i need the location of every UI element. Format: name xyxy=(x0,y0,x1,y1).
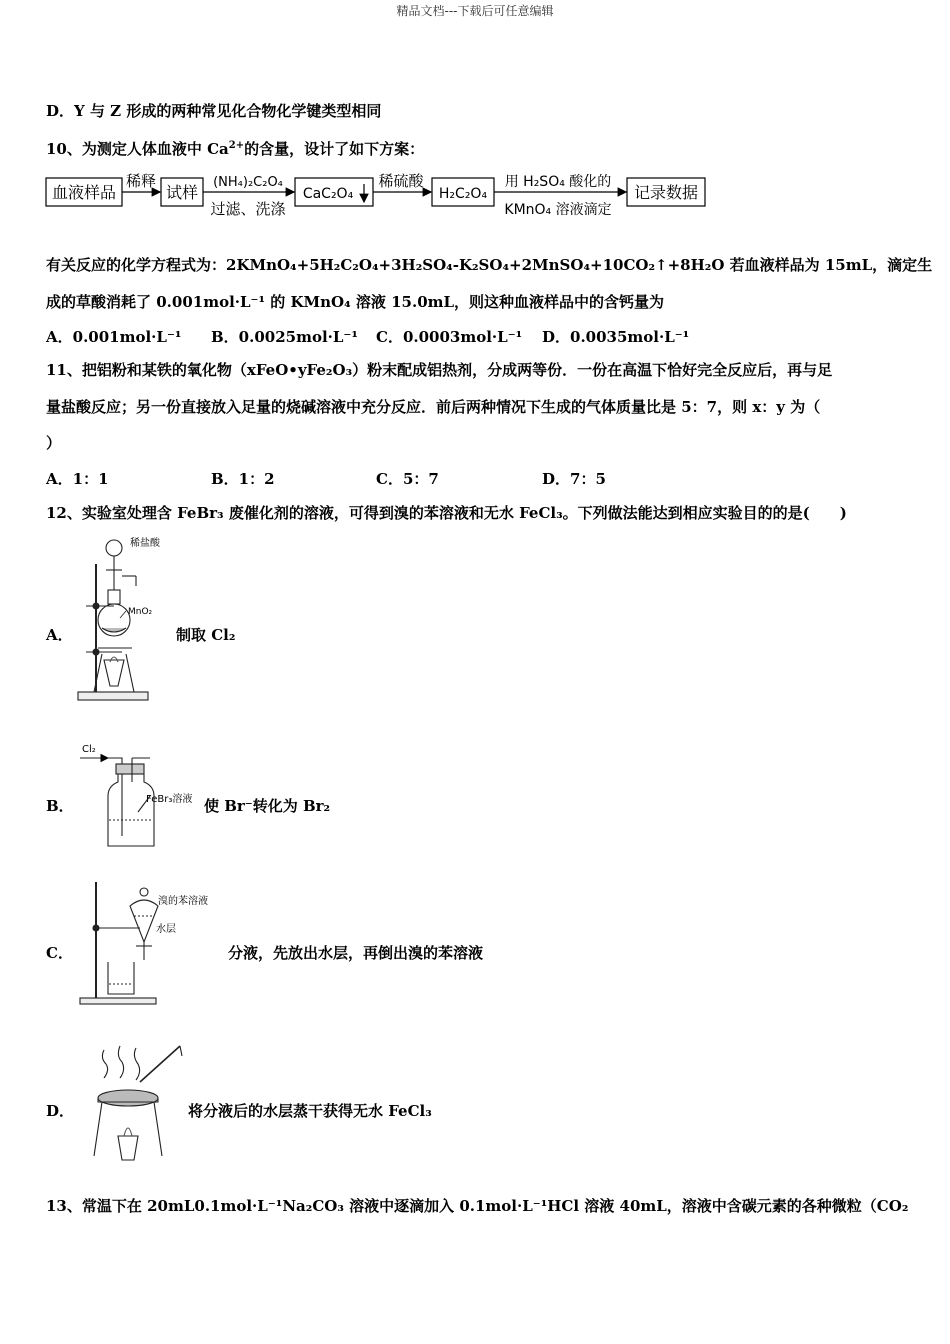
flow-arrow-2-top: (NH₄)₂C₂O₄ xyxy=(213,175,283,190)
flow-arrow-4-bottom: KMnO₄ 溶液滴定 xyxy=(504,202,612,218)
q9-option-d: D．Y 与 Z 形成的两种常见化合物化学键类型相同 xyxy=(46,102,382,120)
q10-option-d: D．0.0035mol·L⁻¹ xyxy=(542,328,690,346)
flow-box-cac2o4-label: CaC₂O₄ xyxy=(302,186,354,202)
q10-stem-sup: 2+ xyxy=(228,140,245,151)
q10-option-b: B．0.0025mol·L⁻¹ xyxy=(211,328,358,346)
q11-stem-1: 11、把铝粉和某铁的氧化物（xFeO•yFe₂O₃）粉末配成铝热剂，分成两等份．一份在高温下恰好完全反应后，再与足 xyxy=(46,361,833,379)
flow-arrow-2-bottom: 过滤、洗涤 xyxy=(210,200,286,218)
page-header: 精品文档---下载后可任意编辑 xyxy=(396,4,554,18)
flow-box-h2c2o4-label: H₂C₂O₄ xyxy=(438,186,488,202)
q12-c-caption: 分液，先放出水层，再倒出溴的苯溶液 xyxy=(228,944,484,962)
q11-option-d: D．7：5 xyxy=(542,470,606,488)
q10-equation-cont: 成的草酸消耗了 0.001mol·L⁻¹ 的 KMnO₄ 溶液 15.0mL，则这种血液样品中的含钙量为 xyxy=(46,293,665,311)
q12-stem: 12、实验室处理含 FeBr₃ 废催化剂的溶液，可得到溴的苯溶液和无水 FeCl₃。下列做法能达到相应实验目的的是( ) xyxy=(46,504,847,522)
apparatus-separatory-funnel xyxy=(78,880,228,1008)
apparatus-chlorine-generator xyxy=(74,536,174,704)
q11-option-a: A．1：1 xyxy=(46,470,109,488)
apparatus-a-label-1: 稀盐酸 xyxy=(130,538,160,549)
q10-option-a: A．0.001mol·L⁻¹ xyxy=(46,328,182,346)
q10-stem-a: 10、为测定人体血液中 Ca xyxy=(46,140,229,158)
q12-d-caption: 将分液后的水层蒸干获得无水 FeCl₃ xyxy=(188,1102,432,1120)
flow-arrow-1-label: 稀释 xyxy=(125,172,157,190)
apparatus-gas-bottle xyxy=(78,742,204,850)
apparatus-c-label-2: 水层 xyxy=(156,924,176,935)
q10-flow-diagram xyxy=(44,168,708,220)
flow-box-record-label: 记录数据 xyxy=(633,183,699,202)
apparatus-b-label-1: Cl₂ xyxy=(82,744,96,755)
q12-a-letter: A． xyxy=(46,626,73,644)
apparatus-c-label-1: 溴的苯溶液 xyxy=(158,896,208,907)
q12-b-caption: 使 Br⁻转化为 Br₂ xyxy=(204,797,331,815)
q11-stem-2: 量盐酸反应；另一份直接放入足量的烧碱溶液中充分反应．前后两种情况下生成的气体质量比是 5：7，则 x：y 为（ xyxy=(46,398,821,416)
q11-option-b: B．1：2 xyxy=(211,470,275,488)
q12-d-letter: D． xyxy=(46,1102,75,1120)
flow-box-specimen-label: 试样 xyxy=(165,183,199,202)
flow-box-sample-label: 血液样品 xyxy=(51,183,117,202)
apparatus-a-label-2: MnO₂ xyxy=(128,607,153,617)
apparatus-evaporating-dish xyxy=(90,1042,186,1170)
q10-stem xyxy=(46,136,424,159)
q13-stem: 13、常温下在 20mL0.1mol·L⁻¹Na₂CO₃ 溶液中逐滴加入 0.1mol·L⁻¹HCl 溶液 40mL，溶液中含碳元素的各种微粒（CO₂ xyxy=(46,1197,909,1215)
flow-arrow-4-top: 用 H₂SO₄ 酸化的 xyxy=(504,174,612,190)
flow-arrow-3-label: 稀硫酸 xyxy=(378,172,424,190)
q10-stem-b: 的含量，设计了如下方案： xyxy=(244,140,425,158)
q12-a-caption: 制取 Cl₂ xyxy=(176,626,236,644)
apparatus-b-label-2: FeBr₃溶液 xyxy=(146,794,193,805)
q11-option-c: C．5：7 xyxy=(376,470,439,488)
q11-stem-3: ） xyxy=(46,434,62,452)
q12-c-letter: C． xyxy=(46,944,73,962)
q10-equation: 有关反应的化学方程式为：2KMnO₄+5H₂C₂O₄+3H₂SO₄-K₂SO₄+2MnSO₄+10CO₂↑+8H₂O 若血液样品为 15mL，滴定生 xyxy=(46,256,933,274)
q12-b-letter: B． xyxy=(46,797,74,815)
q10-option-c: C．0.0003mol·L⁻¹ xyxy=(376,328,523,346)
